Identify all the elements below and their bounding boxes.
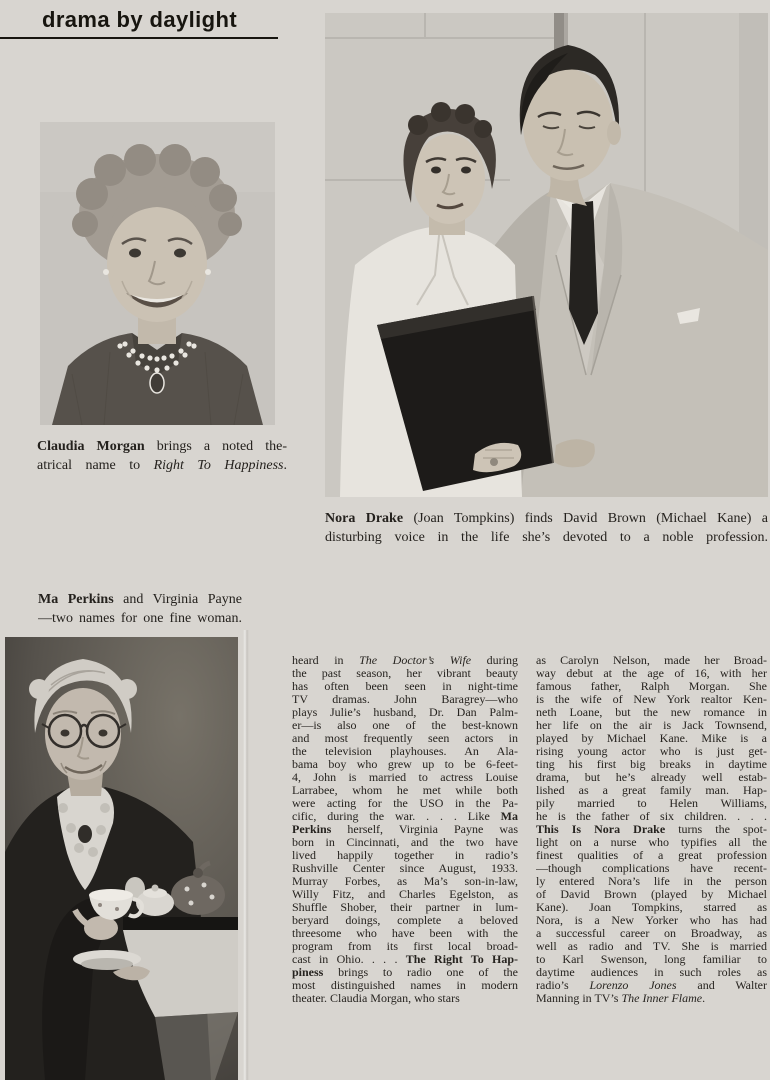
text-line: heard in The Doctor’s Wife during <box>292 654 518 667</box>
claudia-morgan-photo <box>40 122 275 425</box>
text-line: 4, John is married to actress Louise <box>292 771 518 784</box>
text-line: the television playhouses. An Ala- <box>292 745 518 758</box>
article-column-1 <box>292 654 518 1005</box>
brooch <box>78 825 92 843</box>
text-line: —though complications have recent- <box>536 862 767 875</box>
text-line: is the wife of New York realtor Ken- <box>536 693 767 706</box>
text-line: Ma Perkins and Virginia Payne <box>38 592 242 607</box>
text-line: lished as a great family man. Hap- <box>536 784 767 797</box>
text-line: ting his first big breaks in daytime <box>536 758 767 771</box>
text-line: he is the father of six children. . . . <box>536 810 767 823</box>
text-line: Claudia Morgan brings a noted the- <box>37 439 287 454</box>
caption-nora <box>325 509 768 547</box>
text-line: Larrabee, whom he met while both <box>292 784 518 797</box>
text-line: daytime audiences in such roles as <box>536 966 767 979</box>
text-line: famous father, Ralph Morgan. She <box>536 680 767 693</box>
text-line: lived happily together in radio’s <box>292 849 518 862</box>
text-line: drama, but he’s already well estab- <box>536 771 767 784</box>
text-line: born in Cincinnati, and the two have <box>292 836 518 849</box>
text-line: program from its first local broad- <box>292 940 518 953</box>
text-line: disturbing voice in the life she’s devoted to a noble profession. <box>325 530 768 545</box>
ring <box>490 458 498 466</box>
header-rule <box>0 37 278 39</box>
page-title: drama by daylight <box>42 7 238 32</box>
text-line: and most frequently seen actors in <box>292 732 518 745</box>
text-line: atrical name to Right To Happiness. <box>37 458 287 473</box>
text-line: radio’s Lorenzo Jones and Walter <box>536 979 767 992</box>
text-line: neth Loane, but the new romance in <box>536 706 767 719</box>
text-line: rising young actor who is just get- <box>536 745 767 758</box>
text-line: Rushville Center since August, 1933. <box>292 862 518 875</box>
text-line: as Carolyn Nelson, made her Broad- <box>536 654 767 667</box>
pendant <box>150 373 164 393</box>
text-line: most distinguished names in modern <box>292 979 518 992</box>
text-line: —two names for one fine woman. <box>38 611 242 626</box>
text-line: finest qualities of a great profession <box>536 849 767 862</box>
text-line: Shuffle Shober, their partner in lum- <box>292 901 518 914</box>
text-line: were acting for the USO in the Pa- <box>292 797 518 810</box>
text-line: of David Brown (played by Michael <box>536 888 767 901</box>
text-line: beryard doings, complete a beloved <box>292 914 518 927</box>
text-line: er—is also one of the best-known <box>292 719 518 732</box>
text-line: Willy Fitz, and Charles Egelston, as <box>292 888 518 901</box>
text-line: piness brings to radio one of the <box>292 966 518 979</box>
text-line: Perkins herself, Virginia Payne was <box>292 823 518 836</box>
text-line: Kane). Joan Tompkins, starred as <box>536 901 767 914</box>
text-line: theater. Claudia Morgan, who stars <box>292 992 460 1005</box>
text-line: Nora Drake (Joan Tompkins) finds David Brown (Michael Kane) a <box>325 511 768 526</box>
text-line: Manning in TV’s The Inner Flame. <box>536 992 706 1005</box>
text-line: a successful career on Broadway, as <box>536 927 767 940</box>
text-line: the past season, her vibrant beauty <box>292 667 518 680</box>
text-line: threesome who have been with the <box>292 927 518 940</box>
text-line: Nora, is a New Yorker who has had <box>536 914 767 927</box>
paper-crease <box>243 630 249 1080</box>
text-line: This Is Nora Drake turns the spot- <box>536 823 767 836</box>
text-line: bama boy who grew up to be 6-feet- <box>292 758 518 771</box>
text-line: plays Julie’s husband, Dr. Dan Palm- <box>292 706 518 719</box>
text-line: her life on the air is Jack Townsend, <box>536 719 767 732</box>
ma-perkins-photo <box>5 637 238 1080</box>
article-column-2 <box>536 654 767 1005</box>
text-line: cific, during the war. . . . Like Ma <box>292 810 518 823</box>
text-line: ly entered Nora’s life in the person <box>536 875 767 888</box>
text-line: well as radio and TV. She is married <box>536 940 767 953</box>
text-line: cast in Ohio. . . . The Right To Hap- <box>292 953 518 966</box>
caption-claudia <box>37 437 287 475</box>
text-line: to Karl Swenson, long familiar to <box>536 953 767 966</box>
text-line: light on a nurse who typifies all the <box>536 836 767 849</box>
text-line: has often been seen in night-time <box>292 680 518 693</box>
text-line: played by Michael Kane. Mike is a <box>536 732 767 745</box>
caption-ma <box>38 590 242 628</box>
text-line: pily married to Helen Williams, <box>536 797 767 810</box>
nora-drake-david-brown-photo <box>325 13 768 497</box>
text-line: Murray Forbes, as Ma’s son-in-law, <box>292 875 518 888</box>
text-line: TV dramas. John Baragrey—who <box>292 693 518 706</box>
text-line: way debut at the age of 16, with her <box>536 667 767 680</box>
